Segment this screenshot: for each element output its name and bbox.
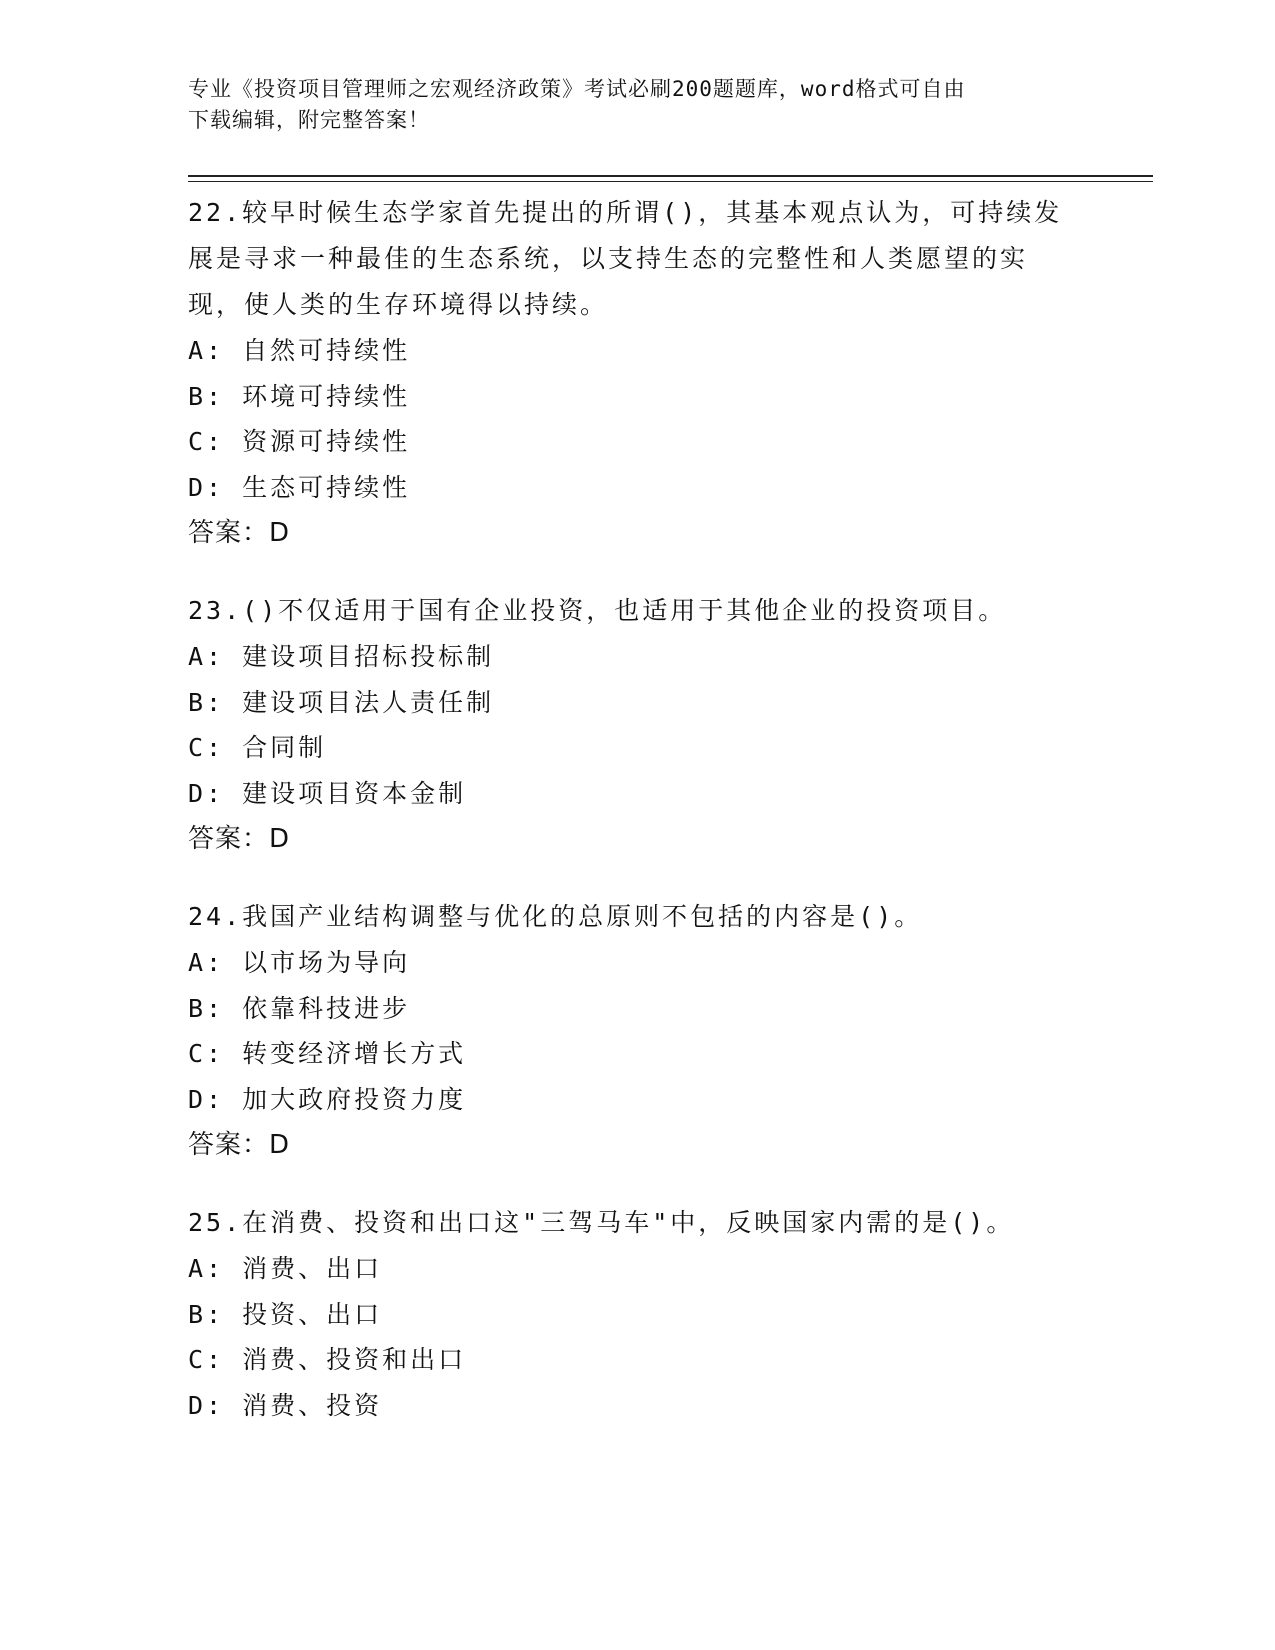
option-a: A: 建设项目招标投标制 — [188, 642, 495, 671]
question-stem: 22.较早时候生态学家首先提出的所谓()，其基本观点认为，可持续发 展是寻求一种最佳的生态系统，以支持生态的完整性和人类愿望的实 现，使人类的生存环境得以持续。 — [188, 198, 1063, 319]
option-a: A: 自然可持续性 — [188, 336, 411, 365]
option-b: B: 依靠科技进步 — [188, 993, 411, 1023]
option-d: D: 加大政府投资力度 — [188, 1084, 467, 1114]
question-22 — [188, 190, 1088, 556]
question-24 — [188, 894, 1088, 1168]
question-23 — [188, 588, 1088, 862]
question-25 — [188, 1200, 1088, 1428]
option-c: C: 转变经济增长方式 — [188, 1039, 467, 1068]
option-d: D: 消费、投资 — [188, 1390, 383, 1420]
answer-line: 答案：D — [188, 824, 291, 854]
option-b: B: 环境可持续性 — [188, 381, 411, 411]
answer-line: 答案：D — [188, 1130, 291, 1160]
option-d: D: 生态可持续性 — [188, 472, 411, 502]
option-c: C: 合同制 — [188, 733, 327, 762]
header-divider-thin — [188, 181, 1153, 182]
option-c: C: 消费、投资和出口 — [188, 1345, 467, 1374]
option-d: D: 建设项目资本金制 — [188, 778, 467, 808]
option-a: A: 消费、出口 — [188, 1254, 383, 1283]
question-stem: 23.()不仅适用于国有企业投资，也适用于其他企业的投资项目。 — [188, 596, 1007, 625]
option-b: B: 投资、出口 — [188, 1299, 383, 1329]
header-divider-thick — [188, 175, 1153, 177]
option-b: B: 建设项目法人责任制 — [188, 687, 495, 717]
document-header: 专业《投资项目管理师之宏观经济政策》考试必刷200题题库，word格式可自由 下载编辑，附完整答案！ — [188, 77, 966, 132]
option-c: C: 资源可持续性 — [188, 427, 411, 456]
question-list — [188, 190, 1088, 1460]
question-stem: 24.我国产业结构调整与优化的总原则不包括的内容是()。 — [188, 902, 923, 931]
answer-line: 答案：D — [188, 518, 291, 548]
question-stem: 25.在消费、投资和出口这"三驾马车"中，反映国家内需的是()。 — [188, 1208, 1015, 1237]
option-a: A: 以市场为导向 — [188, 948, 411, 977]
